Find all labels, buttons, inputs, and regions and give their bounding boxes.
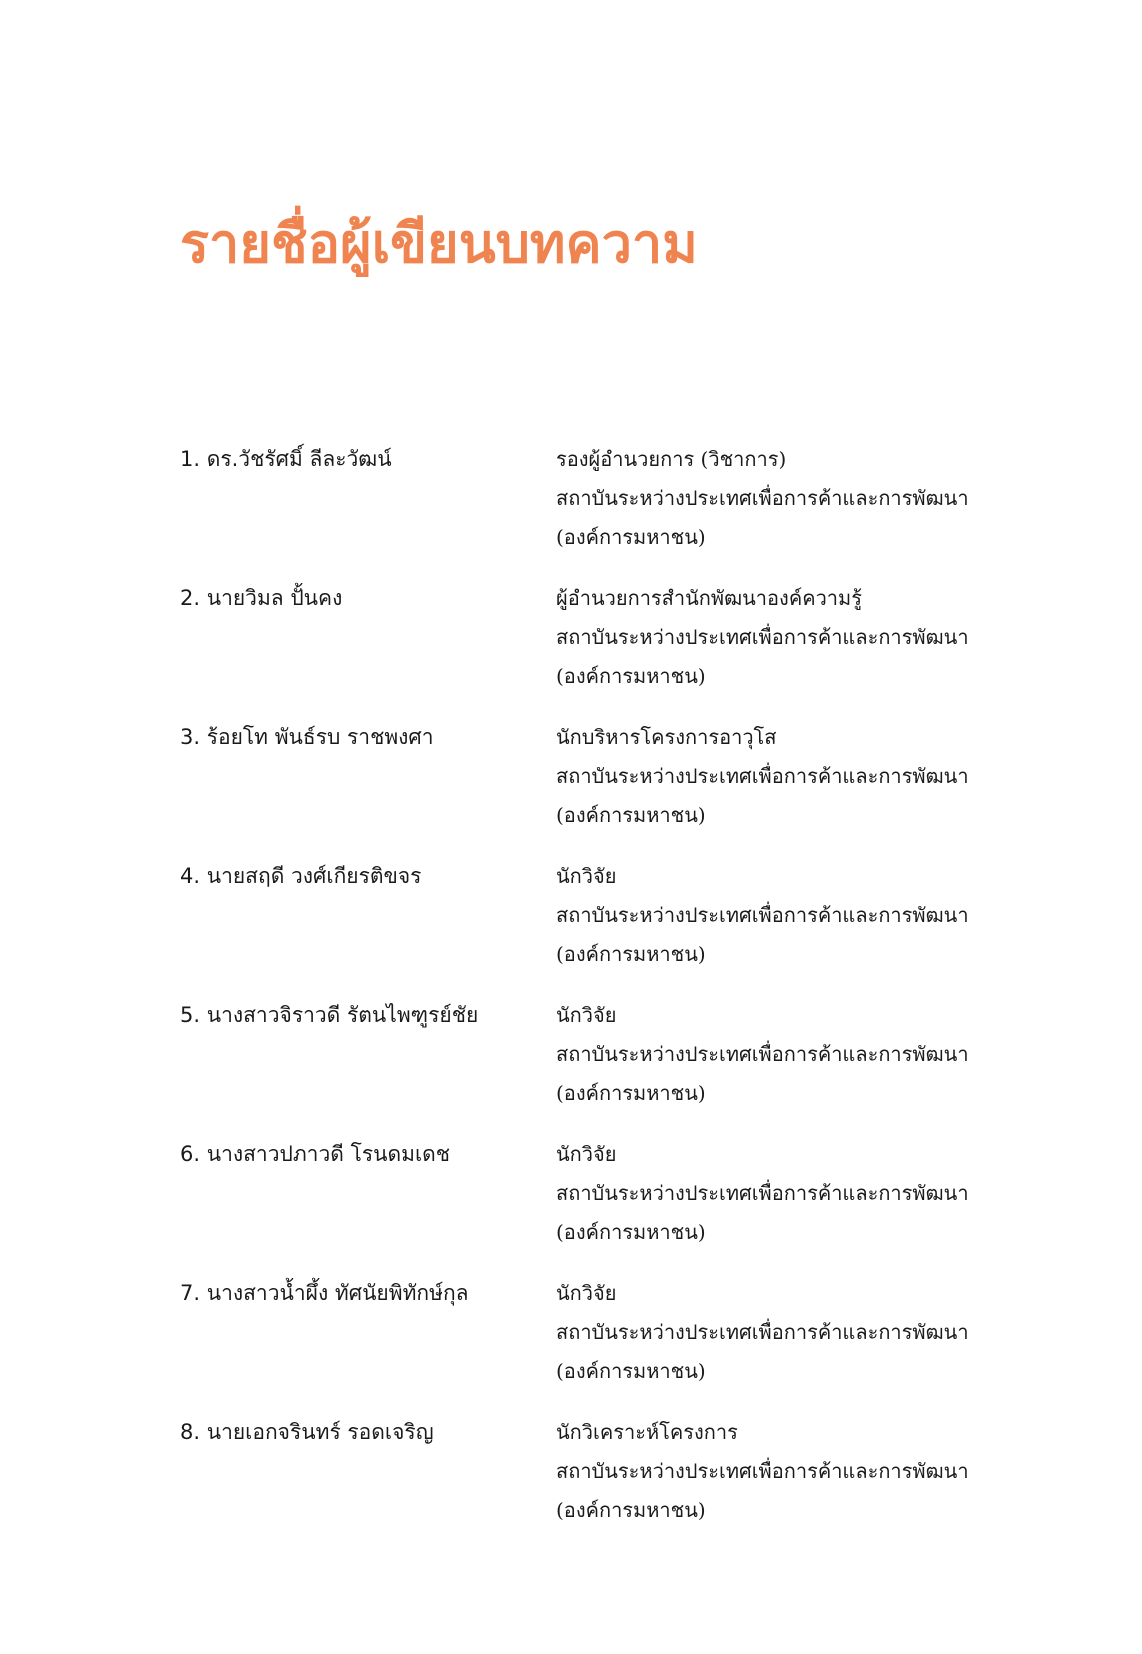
author-org-type: (องค์การมหาชน)	[556, 664, 706, 688]
author-affiliation: สถาบันระหว่างประเทศเพื่อการค้าและการพัฒนา	[556, 1320, 969, 1344]
author-name: 4. นายสฤดี วงศ์เกียรติขจร	[180, 864, 422, 888]
author-org-type: (องค์การมหาชน)	[556, 1081, 706, 1105]
author-position: นักวิจัย	[556, 1281, 617, 1305]
author-name: 3. ร้อยโท พันธ์รบ ราชพงศา	[180, 725, 434, 749]
author-detail	[556, 1135, 1040, 1252]
author-position: นักวิจัย	[556, 864, 617, 888]
author-affiliation: สถาบันระหว่างประเทศเพื่อการค้าและการพัฒนา	[556, 1042, 969, 1066]
author-detail	[556, 1274, 1040, 1391]
author-name: 1. ดร.วัชรัศมิ์ ลีละวัฒน์	[180, 447, 392, 471]
author-name: 7. นางสาวน้ำผึ้ง ทัศนัยพิทักษ์กุล	[180, 1281, 469, 1305]
author-affiliation: สถาบันระหว่างประเทศเพื่อการค้าและการพัฒนา	[556, 1459, 969, 1483]
author-position: รองผู้อำนวยการ (วิชาการ)	[556, 447, 787, 471]
author-position: นักวิจัย	[556, 1142, 617, 1166]
author-position: นักวิเคราะห์โครงการ	[556, 1420, 738, 1444]
author-name: 6. นางสาวปภาวดี โรนดมเดช	[180, 1142, 451, 1166]
author-affiliation: สถาบันระหว่างประเทศเพื่อการค้าและการพัฒนา	[556, 1181, 969, 1205]
author-entry	[180, 1413, 1040, 1552]
page-title: รายชื่อผู้เขียนบทความ	[180, 212, 698, 275]
author-org-type: (องค์การมหาชน)	[556, 1498, 706, 1522]
author-detail	[556, 440, 1040, 557]
author-position: ผู้อำนวยการสำนักพัฒนาองค์ความรู้	[556, 586, 862, 610]
author-affiliation: สถาบันระหว่างประเทศเพื่อการค้าและการพัฒนา	[556, 486, 969, 510]
author-org-type: (องค์การมหาชน)	[556, 942, 706, 966]
author-name: 2. นายวิมล ปั้นคง	[180, 586, 343, 610]
author-entry	[180, 1135, 1040, 1274]
author-list	[180, 440, 1040, 1552]
author-position: นักบริหารโครงการอาวุโส	[556, 725, 777, 749]
author-org-type: (องค์การมหาชน)	[556, 525, 706, 549]
author-affiliation: สถาบันระหว่างประเทศเพื่อการค้าและการพัฒนา	[556, 625, 969, 649]
author-entry	[180, 996, 1040, 1135]
author-entry	[180, 1274, 1040, 1413]
author-entry	[180, 718, 1040, 857]
author-detail	[556, 718, 1040, 835]
author-entry	[180, 440, 1040, 579]
author-entry	[180, 857, 1040, 996]
author-org-type: (องค์การมหาชน)	[556, 803, 706, 827]
author-org-type: (องค์การมหาชน)	[556, 1220, 706, 1244]
author-name: 8. นายเอกจรินทร์ รอดเจริญ	[180, 1420, 434, 1444]
author-detail	[556, 857, 1040, 974]
author-name: 5. นางสาวจิราวดี รัตนไพฑูรย์ชัย	[180, 1003, 479, 1027]
author-position: นักวิจัย	[556, 1003, 617, 1027]
author-affiliation: สถาบันระหว่างประเทศเพื่อการค้าและการพัฒนา	[556, 903, 969, 927]
author-org-type: (องค์การมหาชน)	[556, 1359, 706, 1383]
author-detail	[556, 996, 1040, 1113]
author-entry	[180, 579, 1040, 718]
author-detail	[556, 579, 1040, 696]
author-affiliation: สถาบันระหว่างประเทศเพื่อการค้าและการพัฒนา	[556, 764, 969, 788]
author-detail	[556, 1413, 1040, 1530]
